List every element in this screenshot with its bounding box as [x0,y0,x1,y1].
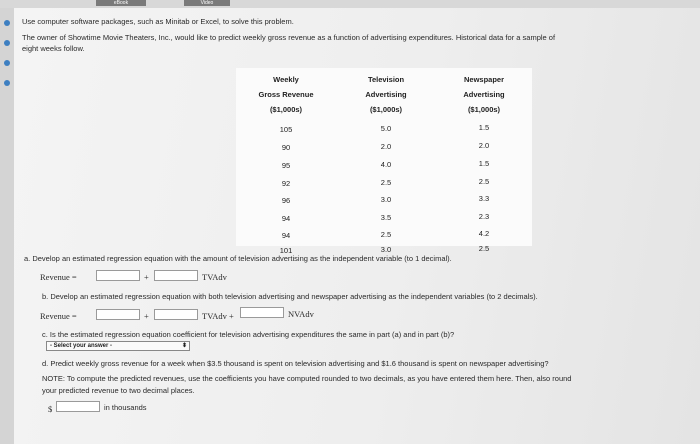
cell-revenue: 101 [279,246,293,255]
cell-news: 2.3 [478,212,490,221]
part-b-intercept-input[interactable] [96,309,140,320]
part-d-prediction-input[interactable] [56,401,100,412]
part-b-nv-coef-input[interactable] [240,307,284,318]
cell-news: 4.2 [478,229,490,238]
intro-text-line1: The owner of Showtime Movie Theaters, Inc., would like to predict weekly gross revenue as a function of advertising expenditures. Historical data for a sample of [22,33,556,42]
cell-tv: 3.0 [380,195,392,204]
part-b-tv-term: TVAdv + [202,311,234,321]
bullet-icon [4,20,10,26]
cell-revenue: 92 [281,179,291,188]
cell-tv: 3.5 [380,213,392,222]
part-c-prompt: c. Is the estimated regression equation coefficient for television advertising expenditures the same in part (a) and in part (b)? [42,330,455,339]
top-toolbar [0,0,700,8]
bullet-icon [4,80,10,86]
header-newspaper: Newspaper Advertising ($1,000s) [463,75,505,114]
instruction-text: Use computer software packages, such as Minitab or Excel, to solve this problem. [22,17,294,26]
part-b-prompt: b. Develop an estimated regression equation with both television advertising and newspaper advertising as the independent variables (to 2 decimals). [42,292,538,301]
cell-revenue: 105 [279,125,293,134]
tab-video[interactable]: Video [184,0,230,6]
problem-page [14,8,700,444]
bullet-icon [4,60,10,66]
cell-revenue: 96 [281,196,291,205]
currency-symbol: $ [48,404,53,414]
bullet-icon [4,40,10,46]
cell-tv: 5.0 [380,124,392,133]
part-d-note-line1: NOTE: To compute the predicted revenues, use the coefficients you have computed rounded to two decimals, as you have entered them here. Then, also round [42,374,572,383]
part-a-tv-coef-input[interactable] [154,270,198,281]
cell-news: 2.5 [478,177,490,186]
part-b-plus: + [144,311,149,321]
cell-tv: 2.0 [380,142,392,151]
header-television: Television Advertising ($1,000s) [365,75,407,114]
part-a-prompt: a. Develop an estimated regression equation with the amount of television advertising as the independent variable (to 1 decimal). [24,254,452,263]
part-b-lhs: Revenue = [40,311,77,321]
part-d-note-line2: your predicted revenue to two decimal places. [42,386,195,395]
select-value: - Select your answer - [50,343,113,349]
part-a-intercept-input[interactable] [96,270,140,281]
part-a-plus: + [144,272,149,282]
cell-revenue: 95 [281,161,291,170]
cell-revenue: 94 [281,214,291,223]
cell-news: 2.0 [478,141,490,150]
part-d-unit: in thousands [104,403,147,412]
part-b-nv-term: NVAdv [288,309,314,319]
cell-news: 3.3 [478,194,490,203]
tab-ebook[interactable]: eBook [96,0,146,6]
intro-text-line2: eight weeks follow. [22,44,85,53]
data-table [236,68,532,246]
part-a-lhs: Revenue = [40,272,77,282]
cell-news: 1.5 [478,123,490,132]
part-d-prompt: d. Predict weekly gross revenue for a week when $3.5 thousand is spent on television advertising and $1.6 thousand is spent on newspaper advertising? [42,359,549,368]
part-b-tv-coef-input[interactable] [154,309,198,320]
cell-news: 2.5 [478,244,490,253]
part-c-answer-select[interactable] [46,341,190,351]
cell-tv: 2.5 [380,230,392,239]
part-a-tv-term: TVAdv [202,272,227,282]
left-gutter [0,8,14,444]
header-gross-revenue: Weekly Gross Revenue ($1,000s) [258,75,314,114]
cell-tv: 4.0 [380,160,392,169]
cell-revenue: 90 [281,143,291,152]
cell-tv: 3.0 [380,245,392,254]
cell-revenue: 94 [281,231,291,240]
dropdown-arrow-icon: ⬍ [181,343,187,349]
cell-tv: 2.5 [380,178,392,187]
cell-news: 1.5 [478,159,490,168]
